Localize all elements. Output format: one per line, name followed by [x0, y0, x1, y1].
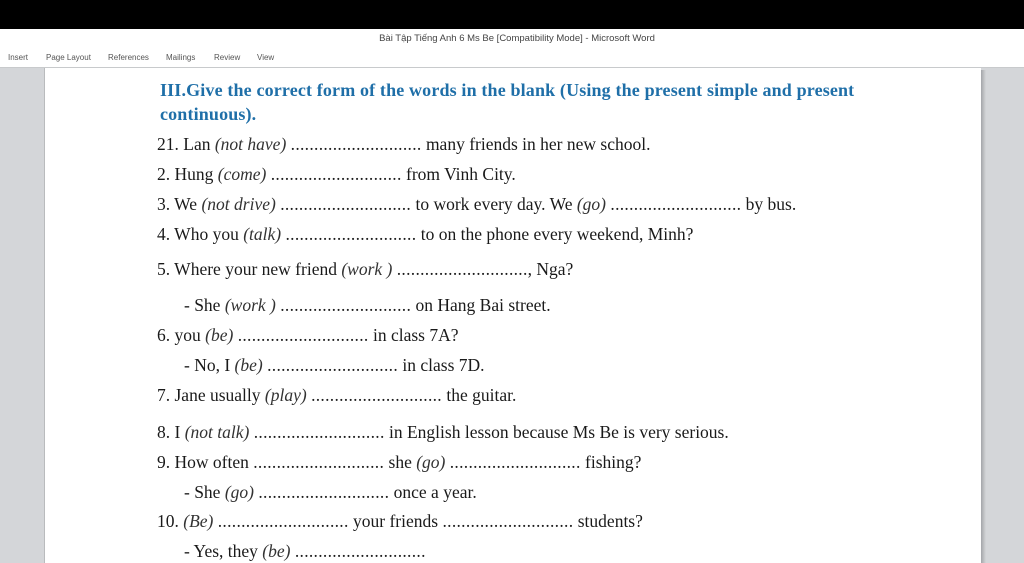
question-text: to work every day. We	[415, 194, 573, 214]
question-text: Lan	[183, 134, 211, 154]
question-text: fishing?	[585, 452, 642, 472]
question-text: - Yes, they	[184, 541, 258, 561]
question-text: on Hang Bai street.	[415, 295, 551, 315]
question-7	[157, 385, 516, 406]
verb-hint: (go)	[224, 482, 254, 502]
answer-10	[184, 541, 426, 562]
answer-blank[interactable]: ............................	[294, 541, 426, 561]
question-text: 6. you	[157, 325, 201, 345]
question-text: she	[388, 452, 412, 472]
question-21	[157, 134, 650, 155]
tab-references[interactable]: References	[108, 53, 149, 62]
verb-hint: (not drive)	[201, 194, 276, 214]
answer-blank[interactable]: ............................	[311, 385, 442, 405]
verb-hint: (work )	[341, 259, 393, 279]
answer-blank[interactable]: ............................	[253, 452, 385, 472]
top-black-band	[0, 0, 1024, 29]
question-2	[157, 164, 516, 185]
question-text: 9. How often	[157, 452, 249, 472]
question-4	[157, 224, 693, 245]
question-text: 5. Where your new friend	[157, 259, 337, 279]
verb-hint: (go)	[416, 452, 446, 472]
answer-blank[interactable]: ............................	[237, 325, 369, 345]
question-text: in class 7D.	[402, 355, 485, 375]
question-text: 2. Hung	[157, 164, 214, 184]
answer-blank[interactable]: ............................	[396, 259, 528, 279]
question-text: many friends in her new school.	[425, 134, 651, 154]
question-text: , Nga?	[527, 259, 574, 279]
question-5	[157, 259, 573, 280]
question-text: in class 7A?	[372, 325, 459, 345]
question-3	[157, 194, 796, 215]
verb-hint: (not have)	[214, 134, 287, 154]
question-6	[157, 325, 459, 346]
question-text: 3. We	[157, 194, 198, 214]
answer-blank[interactable]: ............................	[280, 295, 412, 315]
verb-hint: (go)	[576, 194, 607, 214]
answer-blank[interactable]: ............................	[610, 194, 742, 214]
verb-hint: (Be)	[183, 511, 214, 531]
window-title: Bài Tập Tiếng Anh 6 Ms Be [Compatibility Mode] - Microsoft Word	[379, 33, 655, 44]
answer-blank[interactable]: ............................	[217, 511, 349, 531]
question-9	[157, 452, 641, 473]
question-text: your friends	[353, 511, 439, 531]
verb-hint: (work )	[224, 295, 276, 315]
question-text: to on the phone every weekend, Minh?	[420, 224, 694, 244]
answer-5	[184, 295, 551, 316]
question-8	[157, 422, 729, 443]
ribbon-tabs-bar	[0, 49, 1024, 68]
verb-hint: (be)	[262, 541, 291, 561]
exercise-heading: III.Give the correct form of the words in the blank (Using the present simple and present	[160, 80, 855, 100]
question-text: once a year.	[393, 482, 477, 502]
verb-hint: (come)	[217, 164, 267, 184]
question-text: 10.	[157, 511, 179, 531]
question-text: by bus.	[745, 194, 797, 214]
question-number: 21.	[157, 134, 179, 154]
verb-hint: (not talk)	[184, 422, 250, 442]
verb-hint: (talk)	[243, 224, 282, 244]
answer-blank[interactable]: ............................	[258, 482, 390, 502]
question-text: from Vinh City.	[406, 164, 516, 184]
tab-view[interactable]: View	[257, 53, 275, 62]
question-10	[157, 511, 643, 532]
question-text: - She	[184, 295, 221, 315]
verb-hint: (be)	[234, 355, 263, 375]
verb-hint: (be)	[205, 325, 234, 345]
verb-hint: (play)	[264, 385, 307, 405]
answer-6	[184, 355, 485, 376]
question-text: - No, I	[184, 355, 231, 375]
exercise-heading-continued: continuous).	[160, 104, 257, 124]
question-text: 8. I	[157, 422, 181, 442]
tab-page-layout[interactable]: Page Layout	[46, 53, 91, 62]
answer-blank[interactable]: ............................	[270, 164, 402, 184]
answer-blank[interactable]: ............................	[267, 355, 399, 375]
tab-review[interactable]: Review	[214, 53, 241, 62]
tab-mailings[interactable]: Mailings	[166, 53, 196, 62]
question-text: the guitar.	[446, 385, 517, 405]
tab-insert[interactable]: Insert	[8, 53, 29, 62]
question-text: - She	[184, 482, 221, 502]
answer-blank[interactable]: ............................	[290, 134, 422, 154]
answer-9	[184, 482, 477, 503]
question-text: 4. Who you	[157, 224, 239, 244]
question-text: in English lesson because Ms Be is very serious.	[389, 422, 729, 442]
answer-blank[interactable]: ............................	[280, 194, 412, 214]
answer-blank[interactable]: ............................	[285, 224, 417, 244]
question-text: students?	[577, 511, 643, 531]
answer-blank[interactable]: ............................	[442, 511, 574, 531]
answer-blank[interactable]: ............................	[253, 422, 385, 442]
question-text: 7. Jane usually	[157, 385, 261, 405]
answer-blank[interactable]: ............................	[449, 452, 581, 472]
